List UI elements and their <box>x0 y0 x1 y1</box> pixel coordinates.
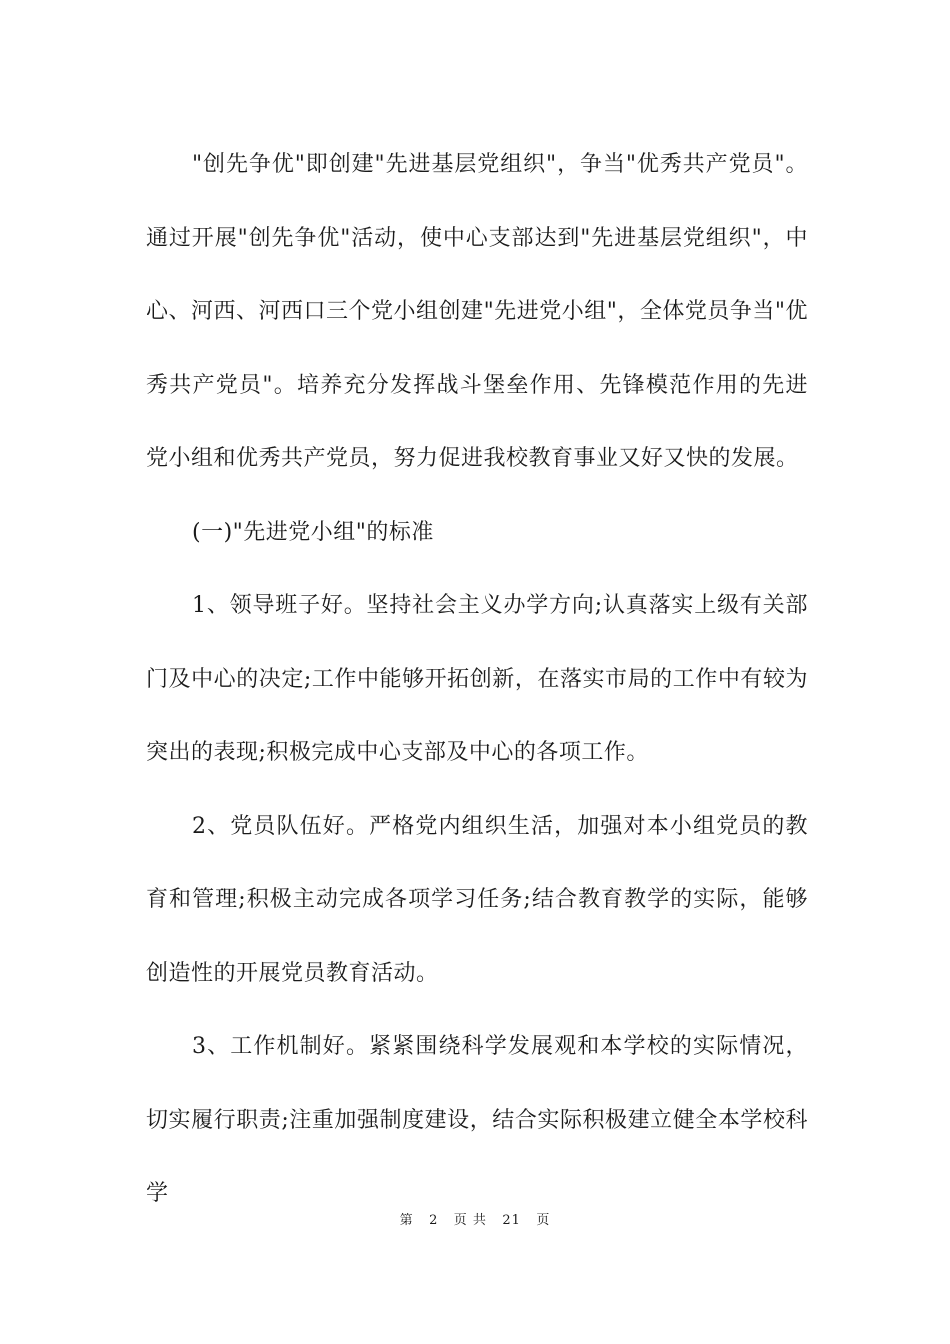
page-footer <box>0 1209 950 1228</box>
paragraph-item-2: 2、党员队伍好。严格党内组织生活，加强对本小组党员的教育和管理;积极主动完成各项学习任务;结合教育教学的实际，能够创造性的开展党员教育活动。 <box>146 813 808 986</box>
footer-middle: 页 共 <box>453 1213 487 1228</box>
document-body <box>146 128 808 1231</box>
footer-total-pages: 21 <box>502 1213 521 1228</box>
paragraph-item-3: 3、工作机制好。紧紧围绕科学发展观和本学校的实际情况，切实履行职责;注重加强制度建设，结合实际积极建立健全本学校科学 <box>146 1034 808 1206</box>
paragraph-item-1: 1、领导班子好。坚持社会主义办学方向;认真落实上级有关部门及中心的决定;工作中能够开拓创新，在落实市局的工作中有较为突出的表现;积极完成中心支部及中心的各项工作。 <box>146 593 808 765</box>
footer-current-page: 2 <box>429 1213 439 1228</box>
footer-suffix: 页 <box>536 1213 551 1228</box>
footer-prefix: 第 <box>399 1213 414 1228</box>
paragraph-intro: "创先争优"即创建"先进基层党组织"，争当"优秀共产党员"。通过开展"创先争优"活动，使中心支部达到"先进基层党组织"，中心、河西、河西口三个党小组创建"先进党小组"，全体党员争当"优秀共产党员"。培养充分发挥战斗堡垒作用、先锋模范作用的先进党小组和优秀共产党员，努力促进我校教育事业又好又快的发展。 <box>146 152 808 471</box>
section-heading: (一)"先进党小组"的标准 <box>192 519 434 545</box>
